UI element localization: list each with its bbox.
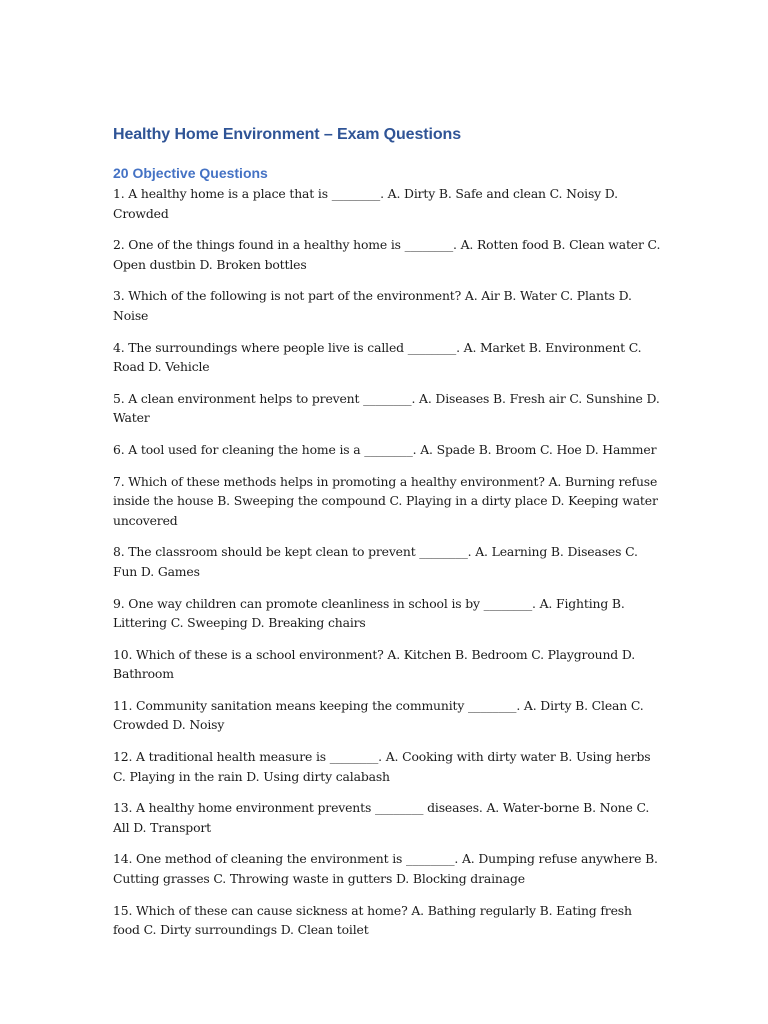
question-list [113, 184, 661, 940]
question-item: 4. The surroundings where people live is called ________. A. Market B. Environment C. Road D. Vehicle [113, 339, 642, 375]
question-item: 8. The classroom should be kept clean to prevent ________. A. Learning B. Diseases C. Fun D. Games [113, 544, 638, 579]
document-page [113, 124, 661, 952]
question-item: 14. One method of cleaning the environment is ________. A. Dumping refuse anywhere B. Cutting grasses C. Throwing waste in gutters D. Blocking drainage [113, 851, 658, 886]
question-item: 10. Which of these is a school environment? A. Kitchen B. Bedroom C. Playground D. Bathroom [113, 646, 635, 682]
question-item: 2. One of the things found in a healthy home is ________. A. Rotten food B. Clean water C. Open dustbin D. Broken bottles [113, 237, 661, 272]
question-item: 6. A tool used for cleaning the home is a ________. A. Spade B. Broom C. Hoe D. Hammer [113, 441, 657, 457]
question-item: 15. Which of these can cause sickness at home? A. Bathing regularly B. Eating fresh food C. Dirty surroundings D. Clean toilet [113, 902, 632, 938]
question-item: 1. A healthy home is a place that is ________. A. Dirty B. Safe and clean C. Noisy D. Crowded [113, 186, 618, 221]
question-item: 12. A traditional health measure is ________. A. Cooking with dirty water B. Using herbs C. Playing in the rain D. Using dirty calabash [113, 749, 651, 784]
section-heading: 20 Objective Questions [113, 165, 268, 181]
question-item: 11. Community sanitation means keeping the community ________. A. Dirty B. Clean C. Crowded D. Noisy [113, 697, 644, 733]
question-item: 5. A clean environment helps to prevent ________. A. Diseases B. Fresh air C. Sunshine D. Water [113, 390, 660, 426]
question-item: 3. Which of the following is not part of the environment? A. Air B. Water C. Plants D. Noise [113, 288, 632, 323]
document-title: Healthy Home Environment – Exam Questions [113, 126, 461, 143]
question-item: 9. One way children can promote cleanliness in school is by ________. A. Fighting B. Littering C. Sweeping D. Breaking chairs [113, 595, 625, 630]
question-item: 13. A healthy home environment prevents ________ diseases. A. Water-borne B. None C. All D. Transport [113, 800, 650, 835]
question-item: 7. Which of these methods helps in promoting a healthy environment? A. Burning refuse inside the house B. Sweeping the compound C. Playing in a dirty place D. Keeping water uncovered [113, 473, 658, 528]
